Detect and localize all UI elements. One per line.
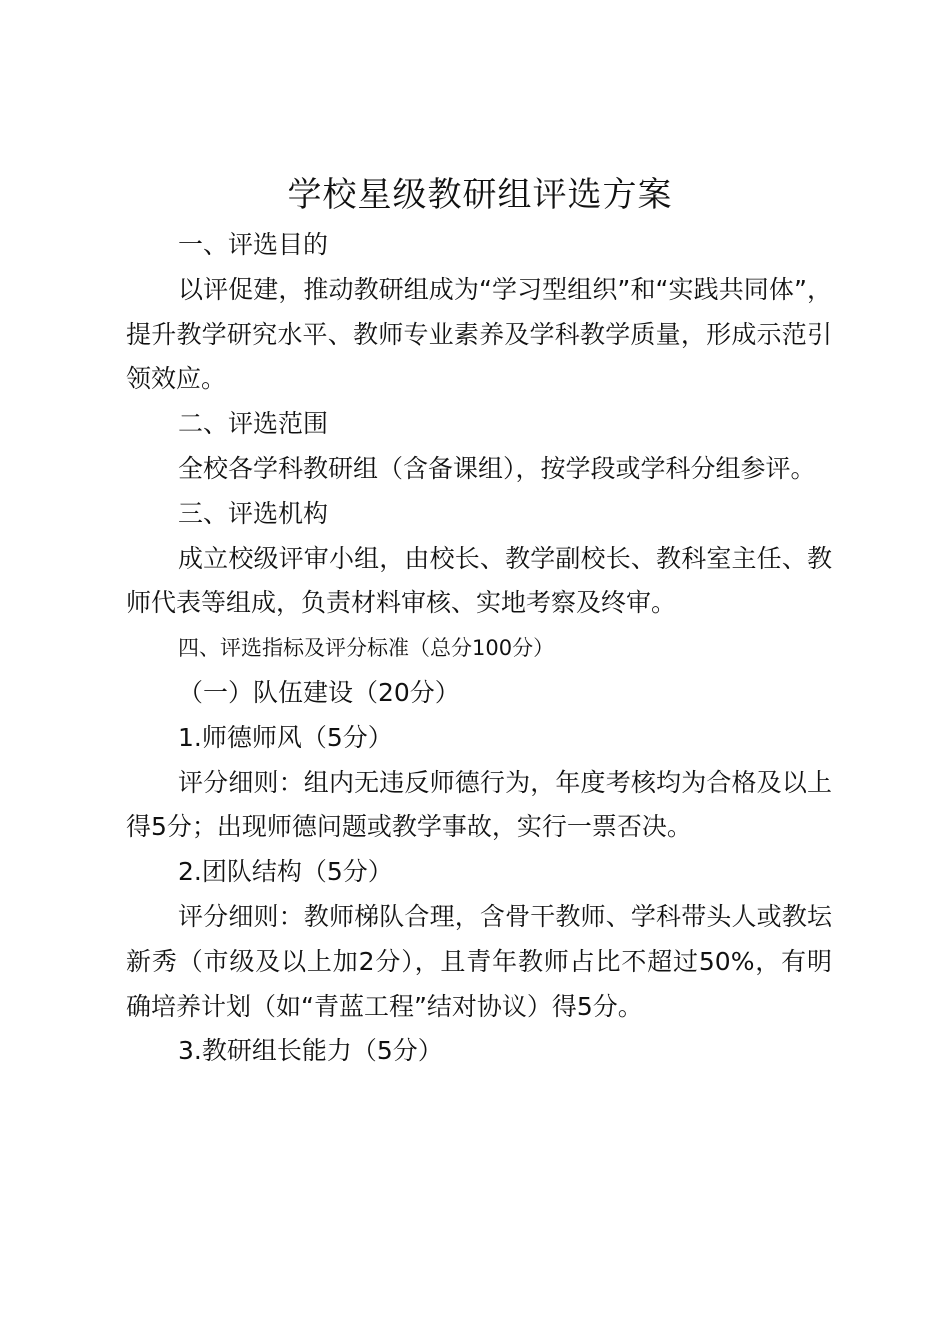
ethics-scoring-rule: 评分细则：组内无违反师德行为，年度考核均为合格及以上得5分；出现师德问题或教学事故，实行一票否决。 — [126, 767, 832, 842]
purpose-paragraph: 以评促建，推动教研组成为“学习型组织”和“实践共同体”，提升教学研究水平、教师专业素养及学科教学质量，形成示范引领效应。 — [126, 274, 832, 394]
section-heading-organization: 三、评选机构 — [178, 498, 329, 528]
section-heading-purpose: 一、评选目的 — [178, 230, 329, 259]
section-heading-criteria: 四、评选指标及评分标准（总分100分） — [178, 636, 555, 661]
document-body — [126, 223, 832, 1074]
item-heading-leader-ability: 3.教研组长能力（5分） — [178, 1036, 443, 1066]
section-heading-scope: 二、评选范围 — [178, 409, 329, 439]
item-heading-team-structure: 2.团队结构（5分） — [178, 857, 393, 887]
team-structure-scoring-rule: 评分细则：教师梯队合理，含骨干教师、学科带头人或教坛新秀（市级及以上加2分），且青年教师占比不超过50%，有明确培养计划（如“青蓝工程”结对协议）得5分。 — [126, 901, 832, 1021]
organization-paragraph: 成立校级评审小组，由校长、教学副校长、教科室主任、教师代表等组成，负责材料审核、实地考察及终审。 — [126, 543, 832, 618]
item-heading-ethics: 1.师德师风（5分） — [178, 722, 393, 752]
scope-paragraph: 全校各学科教研组（含备课组），按学段或学科分组参评。 — [178, 453, 816, 483]
subsection-heading-team-building: （一）队伍建设（20分） — [178, 677, 460, 707]
document-title: 学校星级教研组评选方案 — [287, 175, 673, 215]
